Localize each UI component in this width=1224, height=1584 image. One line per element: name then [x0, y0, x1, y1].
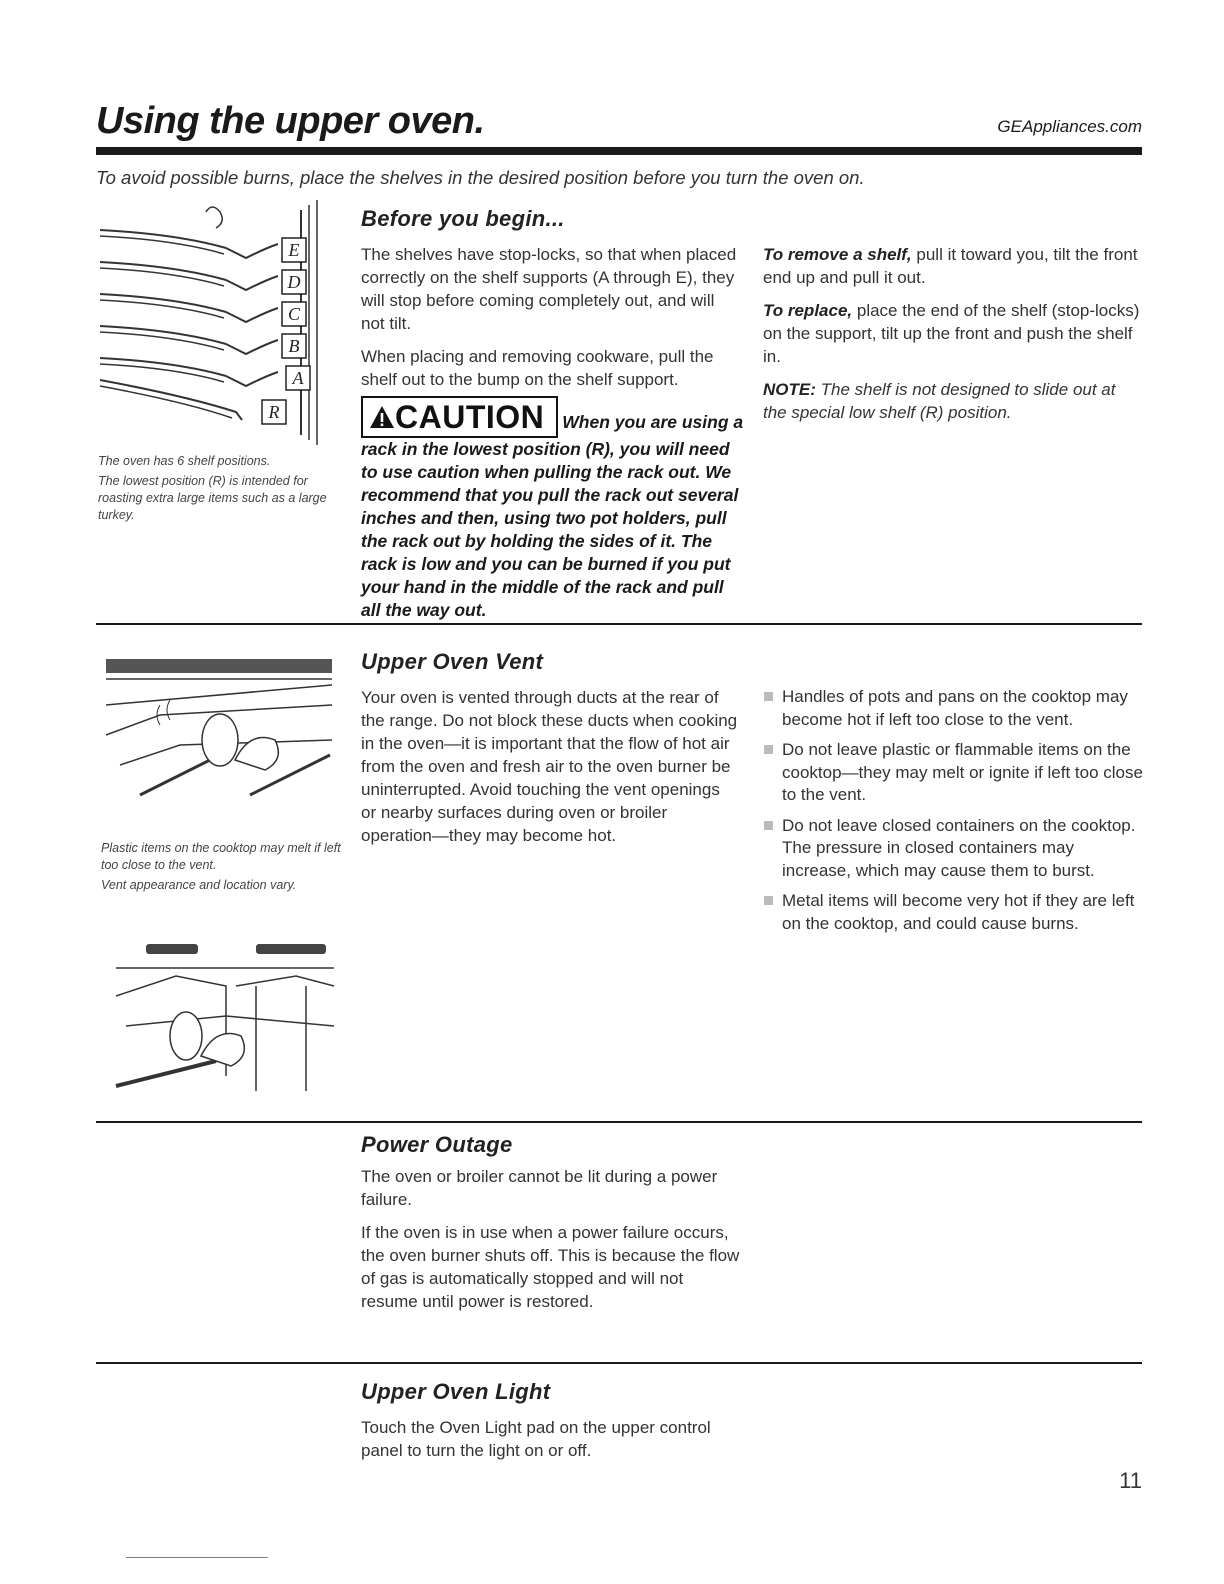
shelf-caption-line: The lowest position (R) is intended for roasting extra large items such as a large turkey.: [98, 474, 327, 522]
remove-shelf-paragraph: [763, 243, 1143, 289]
page-number: 11: [1119, 1468, 1142, 1493]
note-lead: NOTE:: [763, 380, 816, 399]
power-outage-text: [361, 1165, 741, 1323]
bullet-square-icon: [764, 821, 773, 830]
shelf-note-paragraph: [763, 378, 1143, 424]
remove-replace-text: [763, 243, 1143, 434]
list-item: [762, 686, 1144, 731]
before-you-begin-text: [361, 243, 741, 401]
shelf-rack-drawing: [96, 200, 336, 450]
replace-shelf-paragraph: [763, 299, 1143, 368]
shelf-positions-illustration: [96, 200, 336, 450]
list-item: [762, 739, 1144, 807]
bullet-text: Do not leave plastic or flammable items on the cooktop—they may melt or ignite if left too close to the vent.: [782, 740, 1143, 804]
replace-shelf-text: place the end of the shelf (stop-locks) on the support, tilt up the front and push the shelf in.: [763, 301, 1140, 366]
shelf-paragraph: When placing and removing cookware, pull the shelf out to the bump on the shelf support.: [361, 347, 714, 389]
power-outage-heading: Power Outage: [361, 1132, 513, 1157]
upper-oven-light-heading: Upper Oven Light: [361, 1379, 551, 1404]
shelf-figure-caption: [98, 453, 334, 527]
vent-paragraph: Your oven is vented through ducts at the rear of the range. Do not block these ducts when cooking in the oven—it is important that the flow of hot air from the oven and fresh air to the oven burner be uninterrupted. Avoid touching the vent openings or nearby surfaces during oven or broiler operation—they may become hot.: [361, 688, 738, 845]
bullet-square-icon: [764, 745, 773, 754]
title-rule: [96, 147, 1142, 155]
list-item: [762, 890, 1144, 935]
warning-triangle-icon: [369, 404, 395, 430]
caution-block: [361, 396, 746, 622]
site-url: GEAppliances.com: [997, 117, 1142, 136]
cooktop-illustration: [106, 926, 336, 1101]
shelf-label-a: A: [292, 368, 304, 388]
caution-label: CAUTION: [395, 399, 545, 435]
section-divider: [96, 1362, 1142, 1364]
shelf-label-d: D: [287, 272, 301, 292]
shelf-label-b: B: [288, 336, 300, 356]
shelf-label-r: R: [268, 402, 280, 422]
cooktop-grate-drawing: [106, 926, 336, 1101]
list-item: [762, 815, 1144, 883]
vent-caption-line: Plastic items on the cooktop may melt if left too close to the vent.: [101, 841, 341, 872]
upper-oven-vent-heading: Upper Oven Vent: [361, 649, 544, 674]
section-divider: [96, 623, 1142, 625]
caution-text: When you are using a rack in the lowest position (R), you will need to use caution when pulling the rack out. We recommend that you pull the rack out several inches and then, using two pot holders, pull the rack out by holding the sides of it. The rack is low and you can be burned if you put your hand in the middle of the rack and pull all the way out.: [361, 412, 744, 620]
page-title: Using the upper oven.: [96, 100, 485, 142]
remove-shelf-text: pull it toward you, tilt the front end up and pull it out.: [763, 245, 1138, 287]
intro-text: To avoid possible burns, place the shelves in the desired position before you turn the oven on.: [96, 167, 865, 188]
section-divider: [96, 1121, 1142, 1123]
caution-label-box: [361, 396, 558, 438]
shelf-paragraph: The shelves have stop-locks, so that when placed correctly on the shelf supports (A through E), they will stop before coming completely out, and will not tilt.: [361, 245, 737, 333]
vent-cooktop-drawing: [100, 645, 336, 825]
vent-figure-caption: [101, 840, 341, 897]
shelf-label-c: C: [287, 304, 301, 324]
bullet-text: Metal items will become very hot if they are left on the cooktop, and could cause burns.: [782, 891, 1135, 933]
before-you-begin-heading: Before you begin...: [361, 206, 565, 231]
remove-shelf-lead: To remove a shelf,: [763, 245, 912, 264]
power-paragraph: If the oven is in use when a power failure occurs, the oven burner shuts off. This is because the flow of gas is automatically stopped and will not resume until power is restored.: [361, 1223, 740, 1311]
vent-bullet-list: [762, 686, 1144, 943]
power-paragraph: The oven or broiler cannot be lit during a power failure.: [361, 1167, 718, 1209]
note-text: The shelf is not designed to slide out at the special low shelf (R) position.: [763, 380, 1116, 422]
shelf-caption-line: The oven has 6 shelf positions.: [98, 454, 271, 468]
light-paragraph: Touch the Oven Light pad on the upper control panel to turn the light on or off.: [361, 1418, 711, 1460]
bullet-text: Handles of pots and pans on the cooktop may become hot if left too close to the vent.: [782, 687, 1128, 729]
shelf-label-e: E: [288, 240, 300, 260]
footer-link-underline: [126, 1557, 268, 1558]
replace-shelf-lead: To replace,: [763, 301, 853, 320]
bullet-square-icon: [764, 692, 773, 701]
vent-illustration: [100, 645, 336, 825]
bullet-text: Do not leave closed containers on the cooktop. The pressure in closed containers may increase, which may cause them to burst.: [782, 815, 1136, 880]
vent-caption-line: Vent appearance and location vary.: [101, 878, 297, 892]
bullet-square-icon: [764, 896, 773, 905]
